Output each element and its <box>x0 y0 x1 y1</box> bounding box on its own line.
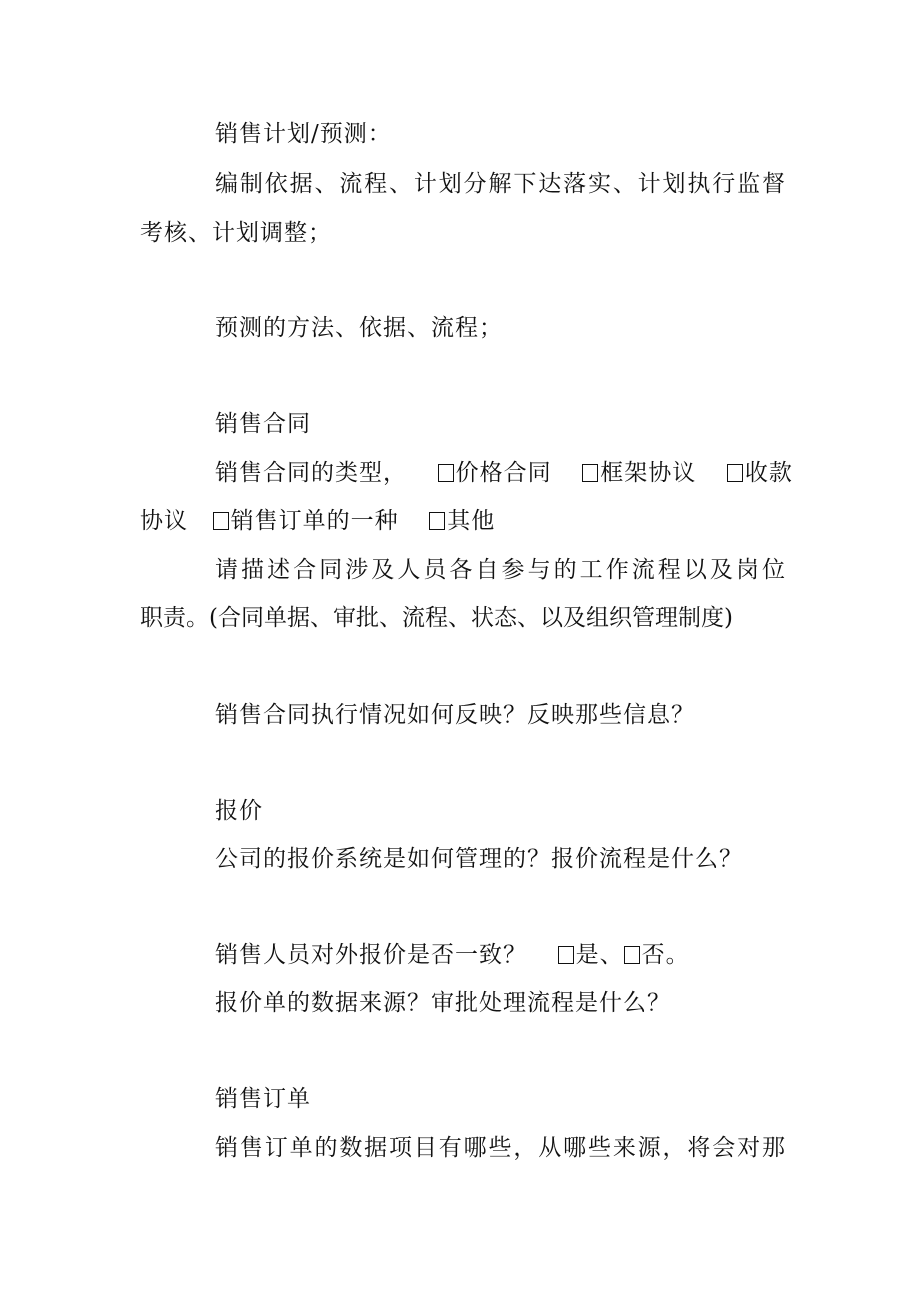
checkbox-no[interactable] <box>624 946 640 964</box>
sales-contract-heading: 销售合同 <box>215 411 311 437</box>
option-no-label: 否。 <box>641 942 690 968</box>
contract-types-line2 <box>140 506 495 536</box>
contract-describe-line2: 职责。(合同单据、审批、流程、状态、以及组织管理制度) <box>140 605 733 631</box>
forecast-text: 预测的方法、依据、流程； <box>215 315 503 341</box>
quotation-heading: 报价 <box>215 798 263 824</box>
quotation-source-question: 报价单的数据来源？审批处理流程是什么？ <box>215 990 671 1016</box>
option-yes-label: 是、 <box>575 942 624 968</box>
checkbox-yes[interactable] <box>558 946 574 964</box>
contract-execution-question: 销售合同执行情况如何反映？反映那些信息？ <box>215 702 695 728</box>
quotation-consistency-line <box>215 940 690 970</box>
option-collection-agreement-label-part2: 协议 <box>140 508 188 534</box>
contract-types-line <box>215 458 793 488</box>
checkbox-price-contract[interactable] <box>438 464 454 482</box>
sales-plan-heading: 销售计划/预测： <box>215 121 392 147</box>
option-framework-agreement-label: 框架协议 <box>600 460 697 486</box>
checkbox-other[interactable] <box>429 512 445 530</box>
option-collection-agreement-label-part1: 收款 <box>744 460 793 486</box>
contract-types-prefix: 销售合同的类型， <box>215 460 407 486</box>
option-price-contract-label: 价格合同 <box>455 460 552 486</box>
option-sales-order-type-label: 销售订单的一种 <box>230 508 399 534</box>
quotation-system-question: 公司的报价系统是如何管理的？报价流程是什么？ <box>215 846 743 872</box>
sales-plan-body-line1: 编制依据、流程、计划分解下达落实、计划执行监督 <box>215 171 785 197</box>
checkbox-framework-agreement[interactable] <box>582 464 598 482</box>
contract-describe-line1: 请描述合同涉及人员各自参与的工作流程以及岗位 <box>215 557 785 583</box>
checkbox-collection-agreement[interactable] <box>727 464 743 482</box>
sales-order-heading: 销售订单 <box>215 1086 311 1112</box>
sales-order-items-question: 销售订单的数据项目有哪些，从哪些来源，将会对那 <box>215 1135 785 1161</box>
option-other-label: 其他 <box>447 508 496 534</box>
sales-plan-body-line2: 考核、计划调整； <box>140 220 332 246</box>
quotation-consistency-question: 销售人员对外报价是否一致？ <box>215 942 527 968</box>
checkbox-sales-order-type[interactable] <box>213 512 229 530</box>
